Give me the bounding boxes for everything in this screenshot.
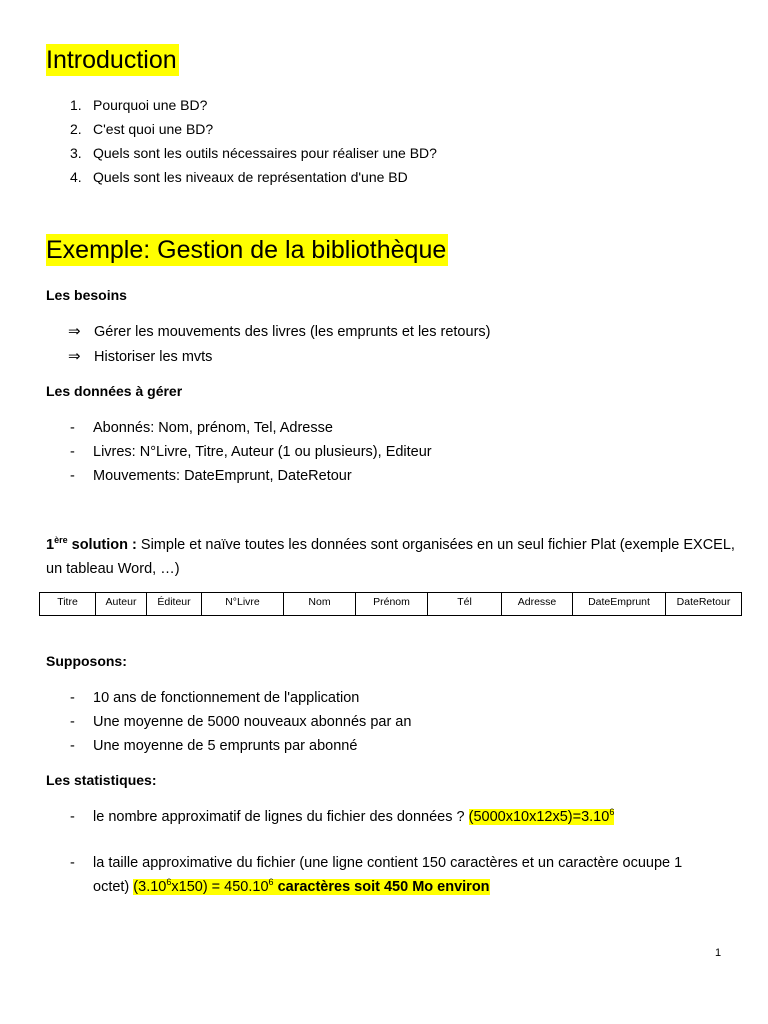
list-item: 4. Quels sont les niveaux de représentation d'une BD	[70, 169, 408, 185]
table-header-cell: Nom	[284, 593, 356, 616]
highlighted-result: $(3.10^6x150) = 450.10^6$ caractères soit 450 Mo environ	[133, 877, 490, 895]
list-item: - le nombre approximatif de lignes du fichier des données ? $(5000x10x12x5)=3.10^6$	[70, 807, 615, 825]
arrow-icon: ⇒	[68, 347, 81, 365]
table-header-cell: Prénom	[356, 593, 428, 616]
flat-file-table	[39, 592, 742, 616]
table-header-cell: Auteur	[96, 593, 147, 616]
page-number: 1	[715, 947, 722, 959]
list-item: ⇒ Historiser les mvts	[68, 347, 213, 365]
table-header-cell: N°Livre	[202, 593, 284, 616]
list-item: 1. Pourquoi une BD?	[70, 97, 208, 113]
list-item: - Une moyenne de 5000 nouveaux abonnés par an	[70, 714, 412, 730]
highlighted-result: $(5000x10x12x5)=3.10^6$	[468, 807, 615, 825]
table-header-cell: DateRetour	[666, 593, 742, 616]
suppose-list	[70, 687, 411, 759]
list-item: 3. Quels sont les outils nécessaires pour réaliser une BD?	[70, 145, 437, 161]
stats-list	[70, 805, 733, 899]
intro-list	[70, 94, 437, 190]
list-item: 2. C'est quoi une BD?	[70, 121, 214, 137]
solution-paragraph: 1ère solution : Simple et naïve toutes les données sont organisées en un seul fichier Plat (exemple EXCEL, un tableau Word, …)	[46, 535, 735, 577]
table-header-cell: DateEmprunt	[573, 593, 666, 616]
data-list	[70, 417, 432, 489]
arrow-icon: ⇒	[68, 322, 81, 340]
example-heading: Exemple: Gestion de la bibliothèque	[46, 236, 447, 264]
data-heading: Les données à gérer	[46, 383, 183, 399]
table-header-cell: Adresse	[502, 593, 573, 616]
intro-heading: Introduction	[46, 46, 177, 74]
table-header-cell: Éditeur	[147, 593, 202, 616]
table-row	[40, 593, 742, 616]
list-item: - 10 ans de fonctionnement de l'application	[70, 690, 360, 706]
list-item: - Abonnés: Nom, prénom, Tel, Adresse	[70, 420, 333, 436]
stats-heading: Les statistiques:	[46, 772, 157, 788]
table-header-cell: Tél	[428, 593, 502, 616]
suppose-heading: Supposons:	[46, 653, 127, 669]
list-item: - la taille approximative du fichier (une ligne contient 150 caractères et un caractère ocuupe 1 octet) $(3.10^6x150) = 450.10^6$ caractères soit 450 Mo environ	[70, 855, 683, 895]
list-item: ⇒ Gérer les mouvements des livres (les emprunts et les retours)	[68, 322, 491, 340]
needs-list	[68, 320, 490, 370]
needs-heading: Les besoins	[46, 287, 127, 303]
list-item: - Livres: N°Livre, Titre, Auteur (1 ou plusieurs), Editeur	[70, 444, 432, 460]
list-item: - Une moyenne de 5 emprunts par abonné	[70, 738, 358, 754]
table-header-cell: Titre	[40, 593, 96, 616]
list-item: - Mouvements: DateEmprunt, DateRetour	[70, 468, 352, 484]
